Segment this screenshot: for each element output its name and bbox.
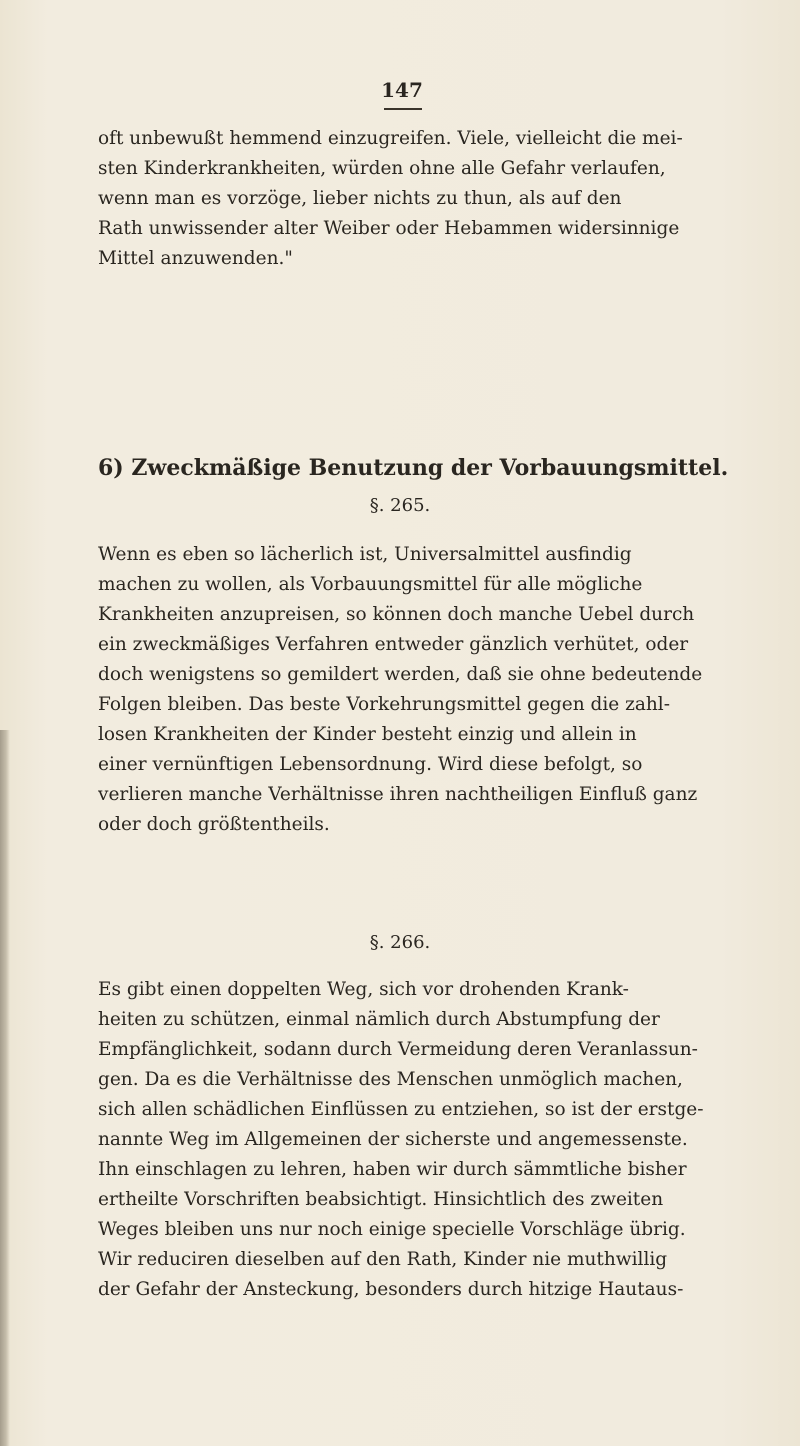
text-line: Es gibt einen doppelten Weg, sich vor drohenden Krank- bbox=[98, 979, 629, 1000]
section-number-265: §. 265. bbox=[369, 495, 431, 516]
chapter-heading: 6) Zweckmäßige Benutzung der Vorbauungsmittel. bbox=[98, 455, 729, 481]
text-line: Krankheiten anzupreisen, so können doch manche Uebel durch bbox=[98, 604, 695, 625]
section-number-266: §. 266. bbox=[369, 932, 431, 953]
intro-paragraph bbox=[98, 124, 708, 274]
page-number-underline bbox=[384, 108, 422, 110]
text-line: gen. Da es die Verhältnisse des Menschen unmöglich machen, bbox=[98, 1069, 683, 1090]
text-line: einer vernünftigen Lebensordnung. Wird diese befolgt, so bbox=[98, 754, 643, 775]
text-line: Rath unwissender alter Weiber oder Hebammen widersinnige bbox=[98, 218, 680, 239]
page-number: 147 bbox=[381, 78, 423, 102]
page-edge-shadow bbox=[0, 730, 10, 1446]
text-line: oft unbewußt hemmend einzugreifen. Viele, vielleicht die mei- bbox=[98, 128, 683, 149]
text-line: Weges bleiben uns nur noch einige specielle Vorschläge übrig. bbox=[98, 1219, 686, 1240]
paragraph-265 bbox=[98, 540, 708, 840]
text-line: der Gefahr der Ansteckung, besonders durch hitzige Hautaus- bbox=[98, 1279, 684, 1300]
text-line: machen zu wollen, als Vorbauungsmittel für alle mögliche bbox=[98, 574, 643, 595]
text-line: Folgen bleiben. Das beste Vorkehrungsmittel gegen die zahl- bbox=[98, 694, 670, 715]
text-line: heiten zu schützen, einmal nämlich durch Abstumpfung der bbox=[98, 1009, 660, 1030]
text-line: losen Krankheiten der Kinder besteht einzig und allein in bbox=[98, 724, 637, 745]
text-line: sich allen schädlichen Einflüssen zu entziehen, so ist der erstge- bbox=[98, 1099, 704, 1120]
text-line: wenn man es vorzöge, lieber nichts zu thun, als auf den bbox=[98, 188, 622, 209]
text-line: nannte Weg im Allgemeinen der sicherste und angemessenste. bbox=[98, 1129, 688, 1150]
text-line: Wir reduciren dieselben auf den Rath, Kinder nie muthwillig bbox=[98, 1249, 668, 1270]
text-line: oder doch größtentheils. bbox=[98, 814, 330, 835]
text-line: Wenn es eben so lächerlich ist, Universalmittel ausfindig bbox=[98, 544, 632, 565]
text-line: ertheilte Vorschriften beabsichtigt. Hinsichtlich des zweiten bbox=[98, 1189, 664, 1210]
text-line: Empfänglichkeit, sodann durch Vermeidung deren Veranlassun- bbox=[98, 1039, 698, 1060]
text-line: verlieren manche Verhältnisse ihren nachtheiligen Einfluß ganz bbox=[98, 784, 698, 805]
text-line: Ihn einschlagen zu lehren, haben wir durch sämmtliche bisher bbox=[98, 1159, 687, 1180]
paragraph-266 bbox=[98, 975, 708, 1305]
text-line: Mittel anzuwenden." bbox=[98, 248, 293, 269]
text-line: ein zweckmäßiges Verfahren entweder gänzlich verhütet, oder bbox=[98, 634, 689, 655]
text-line: sten Kinderkrankheiten, würden ohne alle Gefahr verlaufen, bbox=[98, 158, 666, 179]
text-line: doch wenigstens so gemildert werden, daß sie ohne bedeutende bbox=[98, 664, 703, 685]
